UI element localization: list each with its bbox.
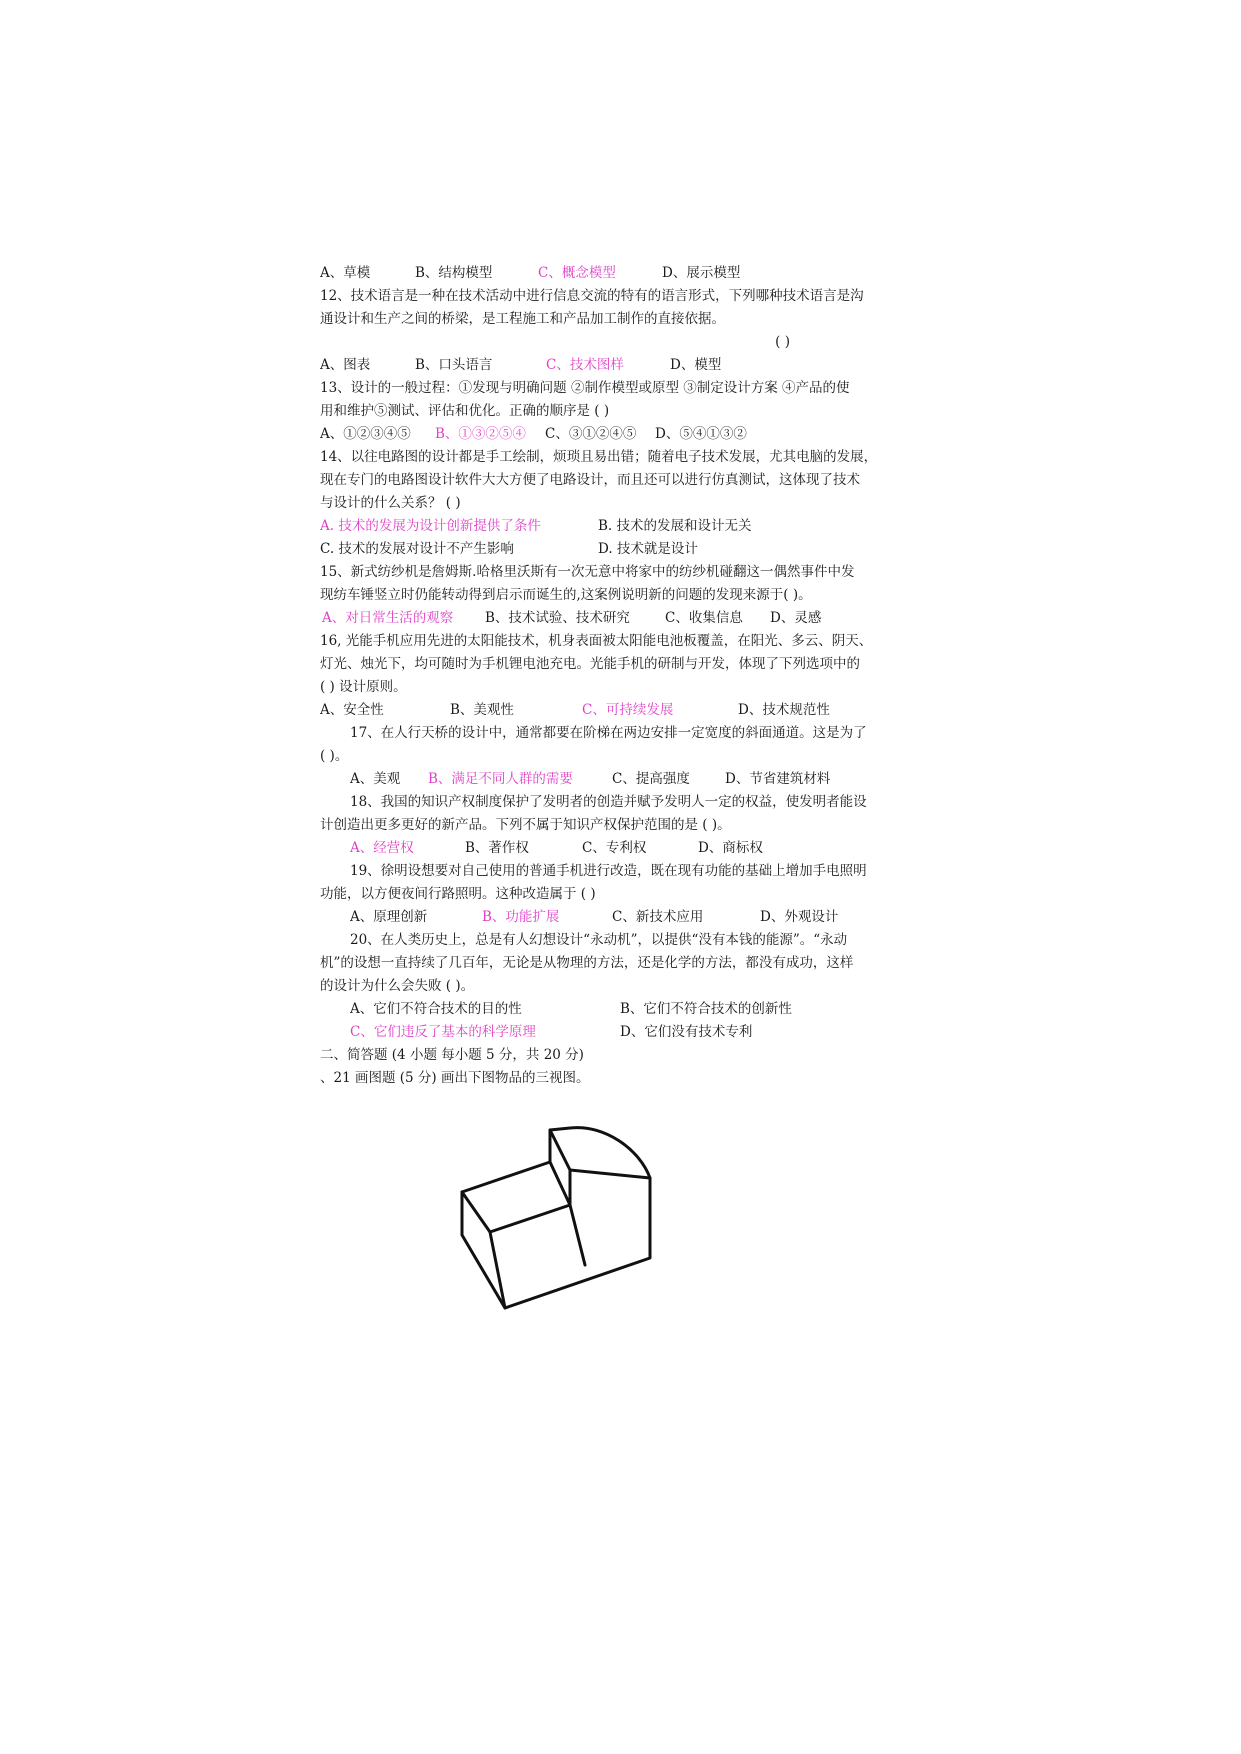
q18-stem-line-2: 计创造出更多更好的新产品。下列不属于知识产权保护范围的是 ( )。 — [320, 817, 731, 833]
q19-option-d: D、外观设计 — [760, 909, 839, 925]
figure-top-back — [462, 1128, 650, 1192]
section-2-heading: 二、简答题 (4 小题 每小题 5 分，共 20 分) — [320, 1047, 584, 1063]
figure-slope-top — [490, 1205, 570, 1232]
q19-option-a: A、原理创新 — [350, 909, 428, 925]
q17-option-d: D、节省建筑材料 — [725, 771, 831, 787]
q20-options-row-1 — [350, 998, 930, 1020]
q16-option-c-answer: C、可持续发展 — [582, 702, 674, 718]
q11-option-d: D、展示模型 — [662, 265, 741, 281]
q15-option-b: B、技术试验、技术研究 — [485, 610, 630, 626]
figure-front-slope-face — [462, 1192, 505, 1308]
q19-option-c: C、新技术应用 — [612, 909, 704, 925]
q20-stem-line-2: 机”的设想一直持续了几百年，无论是从物理的方法，还是化学的方法，都没有成功，这样 — [320, 955, 854, 971]
q11-options — [320, 262, 930, 284]
q14-stem-line-2: 现在专门的电路图设计软件大大方便了电路设计，而且还可以进行仿真测试，这体现了技术 — [320, 472, 860, 488]
q13-option-a: A、①②③④⑤ — [320, 426, 411, 442]
q14-stem-line-1: 14、以往电路图的设计都是手工绘制，烦琐且易出错；随着电子技术发展，尤其电脑的发展， — [320, 449, 878, 465]
q14-option-c: C. 技术的发展对设计不产生影响 — [320, 541, 514, 557]
q20-option-a: A、它们不符合技术的目的性 — [350, 1001, 522, 1017]
q20-stem-line-1: 20、在人类历史上，总是有人幻想设计“永动机”，以提供“没有本钱的能源”。“永动 — [350, 932, 848, 948]
q18-option-c: C、专利权 — [582, 840, 647, 856]
q15-stem-line-1: 15、新式纺纱机是詹姆斯.哈格里沃斯有一次无意中将家中的纺纱机碰翻这一偶然事件中发 — [320, 564, 855, 580]
q12-option-d: D、模型 — [670, 357, 722, 373]
q17-option-b-answer: B、满足不同人群的需要 — [428, 771, 573, 787]
q17-stem-line-2: ( )。 — [320, 748, 349, 764]
q17-options — [350, 768, 930, 790]
q16-options — [320, 699, 930, 721]
q20-options-row-2 — [350, 1021, 930, 1043]
q14-option-a-answer: A. 技术的发展为设计创新提供了条件 — [320, 518, 541, 534]
q12-option-c-answer: C、技术图样 — [546, 357, 624, 373]
q12-options — [320, 354, 930, 376]
q20-option-b: B、它们不符合技术的创新性 — [620, 1001, 792, 1017]
q14-option-d: D. 技术就是设计 — [598, 541, 698, 557]
q13-option-b-answer: B、①③②⑤④ — [435, 426, 526, 442]
q16-option-a: A、安全性 — [320, 702, 384, 718]
q15-option-a-answer: A、对日常生活的观察 — [322, 610, 454, 626]
q15-option-c: C、收集信息 — [665, 610, 743, 626]
q14-option-b: B. 技术的发展和设计无关 — [598, 518, 752, 534]
q16-option-d: D、技术规范性 — [738, 702, 830, 718]
q13-stem-line-2: 用和维护⑤测试、评估和优化。正确的顺序是 ( ) — [320, 403, 610, 419]
q18-option-d: D、商标权 — [698, 840, 763, 856]
q17-stem-line-1: 17、在人行天桥的设计中，通常都要在阶梯在两边安排一定宽度的斜面通道。这是为了 — [350, 725, 867, 741]
q12-stem-line-2: 通设计和生产之间的桥梁，是工程施工和产品加工制作的直接依据。 — [320, 311, 725, 327]
q13-option-c: C、③①②④⑤ — [545, 426, 637, 442]
q16-option-b: B、美观性 — [450, 702, 514, 718]
q13-options — [320, 423, 930, 445]
q19-stem-line-2: 功能，以方便夜间行路照明。这种改造属于 ( ) — [320, 886, 596, 902]
q13-option-d: D、⑤④①③② — [655, 426, 747, 442]
q19-option-b-answer: B、功能扩展 — [482, 909, 560, 925]
q18-option-b: B、著作权 — [465, 840, 529, 856]
q15-options — [320, 607, 930, 629]
q14-options-row-2 — [320, 538, 930, 560]
q16-stem-line-1: 16, 光能手机应用先进的太阳能技术，机身表面被太阳能电池板覆盖，在阳光、多云、阴天、 — [320, 633, 873, 649]
q20-option-d: D、它们没有技术专利 — [620, 1024, 753, 1040]
q12-option-b: B、口头语言 — [415, 357, 493, 373]
q14-stem-line-3: 与设计的什么关系？ ( ) — [320, 495, 461, 511]
q12-blank-line — [320, 331, 930, 353]
q20-stem-line-3: 的设计为什么会失败 ( )。 — [320, 978, 475, 994]
q12-option-a: A、图表 — [320, 357, 371, 373]
q19-options — [350, 906, 930, 928]
q20-option-c-answer: C、它们违反了基本的科学原理 — [350, 1024, 536, 1040]
q11-option-b: B、结构模型 — [415, 265, 493, 281]
q12-answer-blank: ( ) — [775, 334, 790, 350]
q18-options — [350, 837, 930, 859]
q17-option-c: C、提高强度 — [612, 771, 690, 787]
q12-stem-line-1: 12、技术语言是一种在技术活动中进行信息交流的特有的语言形式，下列哪种技术语言是沟 — [320, 288, 864, 304]
q17-option-a: A、美观 — [350, 771, 401, 787]
isometric-object-figure — [460, 1120, 680, 1330]
q15-option-d: D、灵感 — [770, 610, 822, 626]
q16-stem-line-2: 灯光、烛光下，均可随时为手机锂电池充电。光能手机的研制与开发，体现了下列选项中的 — [320, 656, 860, 672]
figure-outline — [462, 1178, 650, 1308]
q16-stem-line-3: ( ) 设计原则。 — [320, 679, 407, 695]
q14-options-row-1 — [320, 515, 930, 537]
q11-option-a: A、草模 — [320, 265, 371, 281]
q13-stem-line-1: 13、设计的一般过程：①发现与明确问题 ②制作模型或原型 ③制定设计方案 ④产品的使 — [320, 380, 850, 396]
q18-option-a-answer: A、经营权 — [350, 840, 414, 856]
q11-option-c-answer: C、概念模型 — [538, 265, 616, 281]
figure-step-riser — [550, 1162, 585, 1265]
q15-stem-line-2: 现纺车锤竖立时仍能转动得到启示而诞生的,这案例说明新的问题的发现来源于( )。 — [320, 587, 812, 603]
q18-stem-line-1: 18、我国的知识产权制度保护了发明者的创造并赋予发明人一定的权益，使发明者能设 — [350, 794, 867, 810]
q19-stem-line-1: 19、徐明设想要对自己使用的普通手机进行改造，既在现有功能的基础上增加手电照明 — [350, 863, 867, 879]
q21-stem: 、21 画图题 (5 分) 画出下图物品的三视图。 — [320, 1070, 590, 1086]
